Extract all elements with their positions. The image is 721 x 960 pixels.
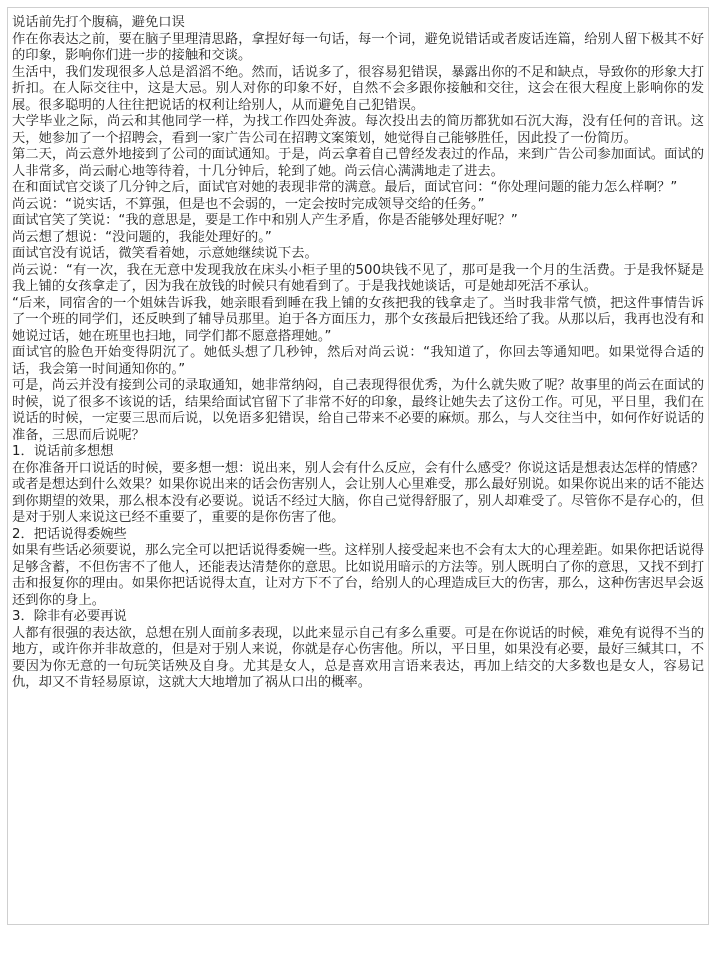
page-bottom-margin xyxy=(0,926,721,960)
section-heading: 1．说话前多想想 xyxy=(12,444,114,459)
paragraph: 可是，尚云并没有接到公司的录取通知，她非常纳闷，自己表现得很优秀，为什么就失败了呢？故事里的尚云在面试的时候，说了很多不该说的话，结果给面试官留下了非常不好的印象，最终让她失去了这份工作。可见，平日里，我们在说话的时候，一定要三思而后说，以免语多犯错误，给自己带来不必要的麻烦。那么，与人交往当中，如何作好说话的准备，三思而后说呢？ xyxy=(12,378,704,443)
paragraph: 大学毕业之际，尚云和其他同学一样，为找工作四处奔波。每次投出去的简历都犹如石沉大海，没有任何的音讯。这天，她参加了一个招聘会，看到一家广告公司在招聘文案策划，她觉得自己能够胜任，因此投了一份简历。 xyxy=(12,114,704,146)
paragraph: 人都有很强的表达欲，总想在别人面前多表现，以此来显示自己有多么重要。可是在你说话的时候，难免有说得不当的地方，或许你并非故意的，但是对于别人来说，你就是存心伤害他。所以，平日里，如果没有必要，最好三缄其口，不要因为你无意的一句玩笑话殃及自身。尤其是女人，总是喜欢用言语来表达，再加上结交的大多数也是女人，容易记仇，却又不肯轻易原谅，这就大大地增加了祸从口出的概率。 xyxy=(12,625,704,690)
paragraph: 面试官的脸色开始变得阴沉了。她低头想了几秒钟，然后对尚云说：“我知道了，你回去等通知吧。如果觉得合适的话，我会第一时间通知你的。” xyxy=(12,345,704,377)
paragraph: 面试官笑了笑说：“我的意思是，要是工作中和别人产生矛盾，你是否能够处理好呢？” xyxy=(12,213,518,228)
paragraph: 尚云说：“说实话，不算强，但是也不会弱的，一定会按时完成领导交给的任务。” xyxy=(12,196,485,212)
paragraph: 如果有些话必须要说，那么完全可以把话说得委婉一些。这样别人接受起来也不会有太大的心理差距。如果你把话说得足够含蓄，不但伤害不了他人，还能表达清楚你的意思。比如说用暗示的方法等。别人既明白了你的意思，又找不到打击和报复你的理由。如果你把话说得太直，让对方下不了台，给别人的心理造成巨大的伤害，那么，这种伤害迟早会返还到你的身上。 xyxy=(12,543,704,608)
paragraph: 面试官没有说话，微笑看着她，示意她继续说下去。 xyxy=(12,246,318,261)
paragraph: 尚云想了想说：“没问题的，我能处理好的。” xyxy=(12,229,272,245)
section-heading: 3．除非有必要再说 xyxy=(12,609,127,624)
paragraph: 作在你表达之前，要在脑子里理清思路，拿捏好每一句话，每一个词，避免说错话或者废话连篇，给别人留下极其不好的印象，影响你们进一步的接触和交谈。 xyxy=(12,31,704,63)
paragraph: 第二天，尚云意外地接到了公司的面试通知。于是，尚云拿着自己曾经发表过的作品，来到广告公司参加面试。面试的人非常多，尚云耐心地等待着，十几分钟后，轮到了她。尚云信心满满地走了进去。 xyxy=(12,147,704,179)
document-page xyxy=(7,7,709,925)
article-body xyxy=(12,15,704,692)
paragraph: 尚云说：“有一次，我在无意中发现我放在床头小柜子里的500块钱不见了，那可是我一个月的生活费。于是我怀疑是我上铺的女孩拿走了，因为我在放钱的时候只有她看到了。于是我找她谈话，可是她却死活不承认。 xyxy=(12,262,704,294)
paragraph: 生活中，我们发现很多人总是滔滔不绝。然而，话说多了，很容易犯错误，暴露出你的不足和缺点，导致你的形象大打折扣。在人际交往中，这是大忌。别人对你的印象不好，自然不会多跟你接触和交往，这会在很大程度上影响你的发展。很多聪明的人往往把说话的权利让给别人，从而避免自己犯错误。 xyxy=(12,64,704,113)
paragraph: “后来，同宿舍的一个姐妹告诉我，她亲眼看到睡在我上铺的女孩把我的钱拿走了。当时我非常气愤，把这件事情告诉了一个班的同学们，还反映到了辅导员那里。迫于各方面压力，那个女孩最后把钱还给了我。从那以后，我再也没有和她说过话，她在班里也扫地，同学们都不愿意搭理她。” xyxy=(12,295,704,344)
article-title: 说话前先打个腹稿，避免口误 xyxy=(12,15,185,30)
paragraph: 在和面试官交谈了几分钟之后，面试官对她的表现非常的满意。最后，面试官问：“你处理问题的能力怎么样啊？” xyxy=(12,180,678,195)
paragraph: 在你准备开口说话的时候，要多想一想：说出来，别人会有什么反应，会有什么感受？你说这话是想表达怎样的情感？或者是想达到什么效果？如果你说出来的话会伤害别人，会让别人心里难受，那么最好别说。如果你说出来的话不能达到你期望的效果，那么根本没有必要说。说话不经过大脑，你自己觉得舒服了，别人却难受了。尽管你不是存心的，但是对于别人来说这已经不重要了，重要的是你伤害了他。 xyxy=(12,460,704,525)
section-heading: 2．把话说得委婉些 xyxy=(12,526,127,542)
